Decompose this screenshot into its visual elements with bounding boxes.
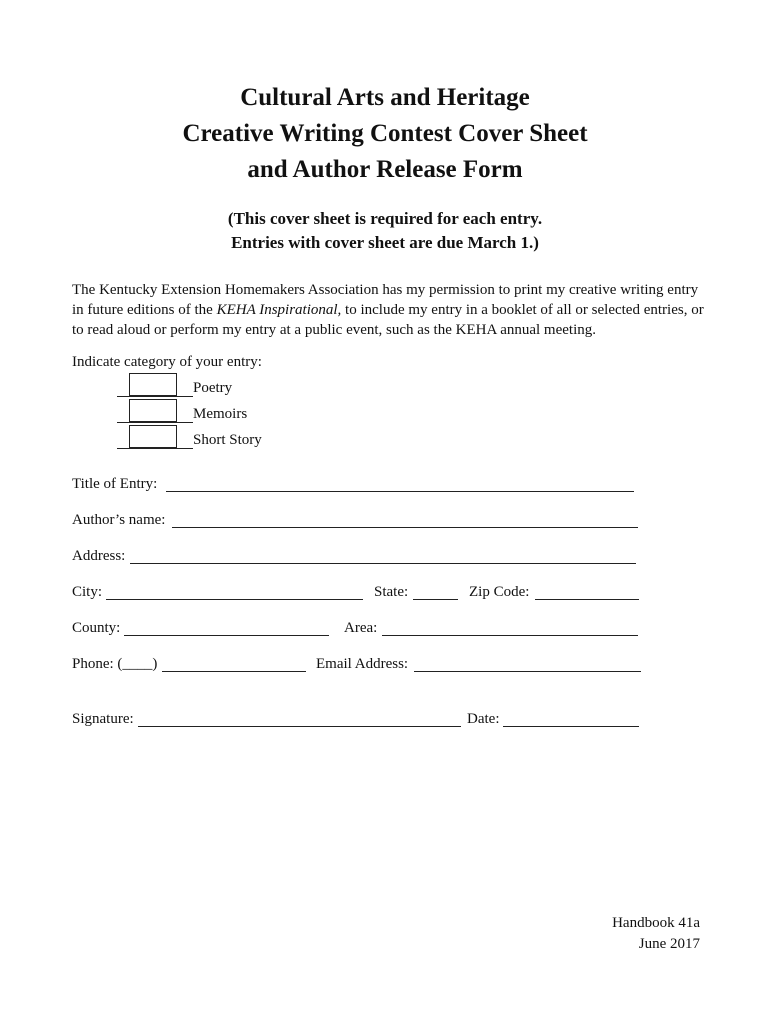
zip-code-label: Zip Code: xyxy=(469,584,530,600)
state-label: State: xyxy=(374,584,409,600)
email-field[interactable] xyxy=(414,671,641,672)
state-field[interactable] xyxy=(413,599,458,600)
title-line-3: and Author Release Form xyxy=(247,156,523,183)
authors-name-field[interactable] xyxy=(172,527,638,528)
address-label: Address: xyxy=(72,548,126,564)
phone-label: Phone: (____) xyxy=(72,656,158,672)
email-label: Email Address: xyxy=(316,656,409,672)
area-field[interactable] xyxy=(382,635,638,636)
short-story-underline xyxy=(117,448,193,449)
note-line-2: Entries with cover sheet are due March 1.) xyxy=(231,233,539,252)
short-story-checkbox[interactable] xyxy=(129,425,177,448)
permission-paragraph xyxy=(72,280,712,340)
poetry-label: Poetry xyxy=(193,380,233,396)
signature-label: Signature: xyxy=(72,711,134,727)
poetry-checkbox[interactable] xyxy=(129,373,177,396)
title-of-entry-label: Title of Entry: xyxy=(72,476,158,492)
signature-field[interactable] xyxy=(138,726,461,727)
date-field[interactable] xyxy=(503,726,639,727)
memoirs-underline xyxy=(117,422,193,423)
note-line-1: (This cover sheet is required for each entry. xyxy=(227,209,543,228)
zip-code-field[interactable] xyxy=(535,599,639,600)
memoirs-checkbox[interactable] xyxy=(129,399,177,422)
title-line-2: Creative Writing Contest Cover Sheet xyxy=(182,120,588,147)
address-field[interactable] xyxy=(130,563,636,564)
handbook-date: June 2017 xyxy=(638,936,700,952)
handbook-number: Handbook 41a xyxy=(612,915,700,931)
date-label: Date: xyxy=(467,711,500,727)
short-story-label: Short Story xyxy=(193,432,262,448)
category-prompt: Indicate category of your entry: xyxy=(72,354,262,370)
title-line-1: Cultural Arts and Heritage xyxy=(240,84,530,111)
memoirs-label: Memoirs xyxy=(193,406,248,422)
permission-text-2: to include my entry in a booklet of all or selected entries, or to read aloud or perform my entry at a public event, such as the KEHA annual meeting. xyxy=(72,302,704,338)
city-label: City: xyxy=(72,584,103,600)
phone-field[interactable] xyxy=(162,671,306,672)
area-label: Area: xyxy=(344,620,378,636)
form-title xyxy=(0,80,770,188)
poetry-underline xyxy=(117,396,193,397)
authors-name-label: Author’s name: xyxy=(72,512,166,528)
title-of-entry-field[interactable] xyxy=(166,491,634,492)
city-field[interactable] xyxy=(106,599,363,600)
permission-text-1: The Kentucky Extension Homemakers Association has my permission to print my creative writing entry in future editions of the xyxy=(72,282,699,318)
keha-inspirational-title: KEHA Inspirational, xyxy=(216,302,342,318)
handbook-footer xyxy=(612,913,700,955)
county-label: County: xyxy=(72,620,121,636)
due-date-note xyxy=(0,207,770,255)
county-field[interactable] xyxy=(124,635,329,636)
